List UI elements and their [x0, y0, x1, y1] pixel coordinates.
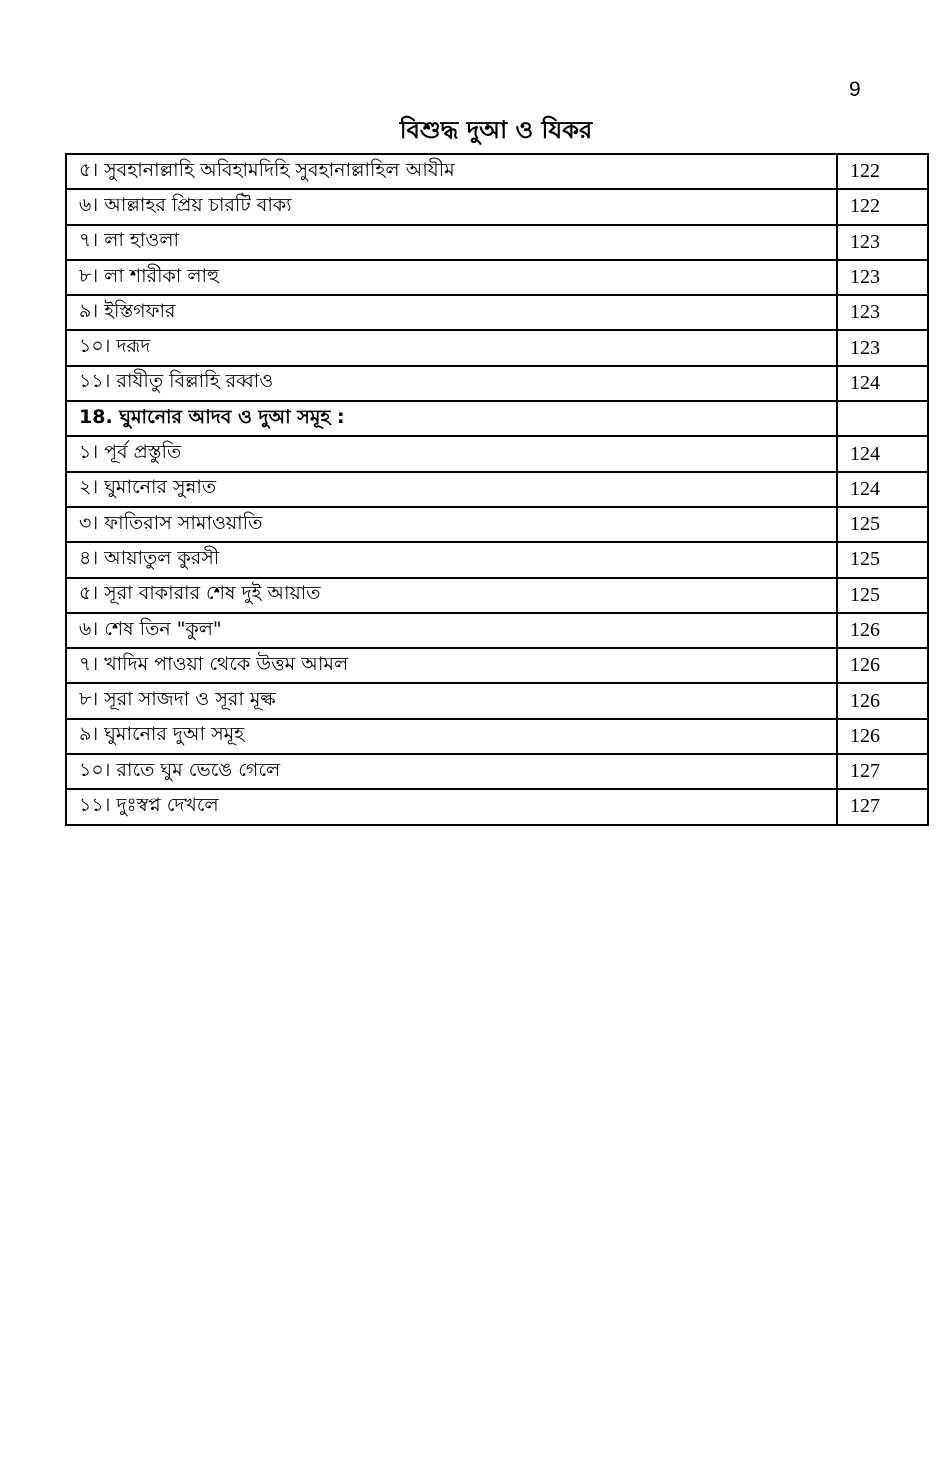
- section-heading: 18. ঘুমানোর আদব ও দুআ সমূহ :: [66, 401, 837, 436]
- entry-page-number: 123: [837, 330, 928, 365]
- table-row: [66, 613, 928, 648]
- entry-page-number: 123: [837, 295, 928, 330]
- table-row: [66, 436, 928, 471]
- entry-title: ৭। লা হাওলা: [66, 225, 837, 260]
- table-row: [66, 330, 928, 365]
- entry-page-number: [837, 401, 928, 436]
- table-row: [66, 154, 928, 189]
- page-title: বিশুদ্ধ দুআ ও যিকর: [399, 116, 593, 144]
- entry-title: ১১। রাযীতু বিল্লাহি রব্বাও: [66, 366, 837, 401]
- table-row: [66, 366, 928, 401]
- table-row: [66, 754, 928, 789]
- entry-page-number: 123: [837, 260, 928, 295]
- table-row: [66, 472, 928, 507]
- entry-title: ৯। ইস্তিগফার: [66, 295, 837, 330]
- entry-title: ৬। আল্লাহর প্রিয় চারটি বাক্য: [66, 189, 837, 224]
- entry-title: ২। ঘুমানোর সুন্নাত: [66, 472, 837, 507]
- entry-title: ১০। রাতে ঘুম ভেঙে গেলে: [66, 754, 837, 789]
- table-row: [66, 507, 928, 542]
- entry-page-number: 126: [837, 719, 928, 754]
- entry-page-number: 124: [837, 472, 928, 507]
- entry-page-number: 124: [837, 436, 928, 471]
- entry-title: ৪। আয়াতুল কুরসী: [66, 542, 837, 577]
- table-row: [66, 719, 928, 754]
- entry-title: ৫। সুবহানাল্লাহি অবিহামদিহি সুবহানাল্লাহিল আযীম: [66, 154, 837, 189]
- section-heading-row: [66, 401, 928, 436]
- entry-title: ১০। দরূদ: [66, 330, 837, 365]
- entry-page-number: 125: [837, 542, 928, 577]
- entry-title: ৩। ফাতিরাস সামাওয়াতি: [66, 507, 837, 542]
- entry-title: ৬। শেষ তিন "কুল": [66, 613, 837, 648]
- table-row: [66, 542, 928, 577]
- entry-page-number: 125: [837, 578, 928, 613]
- entry-page-number: 126: [837, 613, 928, 648]
- page-number: 9: [849, 78, 861, 101]
- entry-page-number: 126: [837, 648, 928, 683]
- contents-table: [65, 153, 929, 826]
- table-row: [66, 189, 928, 224]
- entry-page-number: 127: [837, 754, 928, 789]
- entry-title: ৯। ঘুমানোর দুআ সমূহ: [66, 719, 837, 754]
- table-row: [66, 648, 928, 683]
- table-row: [66, 225, 928, 260]
- table-row: [66, 683, 928, 718]
- table-row: [66, 789, 928, 824]
- entry-title: ১। পূর্ব প্রস্তুতি: [66, 436, 837, 471]
- entry-title: ৮। লা শারীকা লাহু: [66, 260, 837, 295]
- entry-page-number: 127: [837, 789, 928, 824]
- entry-title: ৫। সূরা বাকারার শেষ দুই আয়াত: [66, 578, 837, 613]
- entry-page-number: 126: [837, 683, 928, 718]
- table-row: [66, 295, 928, 330]
- entry-page-number: 122: [837, 189, 928, 224]
- entry-page-number: 125: [837, 507, 928, 542]
- table-row: [66, 260, 928, 295]
- entry-page-number: 124: [837, 366, 928, 401]
- entry-page-number: 123: [837, 225, 928, 260]
- entry-title: ৭। খাদিম পাওয়া থেকে উত্তম আমল: [66, 648, 837, 683]
- entry-page-number: 122: [837, 154, 928, 189]
- entry-title: ১১। দুঃস্বপ্ন দেখলে: [66, 789, 837, 824]
- table-row: [66, 578, 928, 613]
- entry-title: ৮। সূরা সাজদা ও সূরা মূল্ক: [66, 683, 837, 718]
- contents-table-body: [66, 154, 928, 825]
